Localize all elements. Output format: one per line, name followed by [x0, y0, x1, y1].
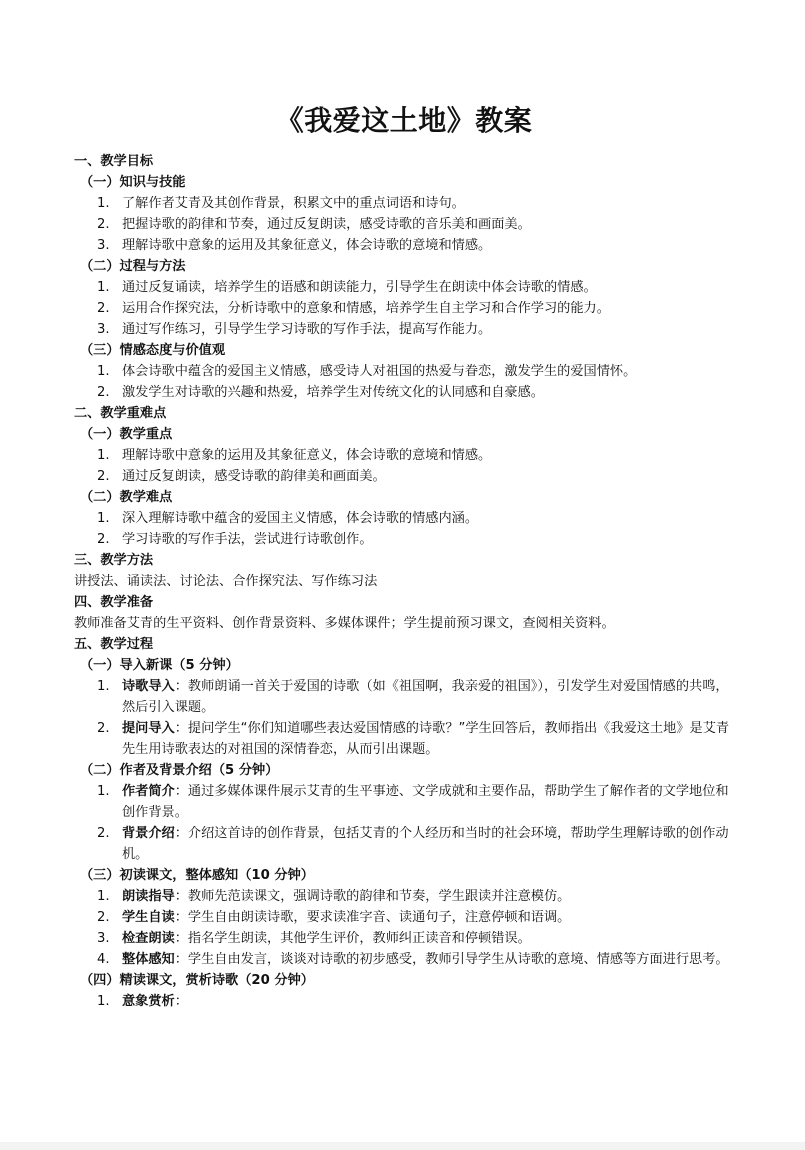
close-reading-list [74, 991, 734, 1012]
subsection-heading-knowledge: （一）知识与技能 [80, 175, 186, 190]
list-item: 2. 把握诗歌的韵律和节奏，通过反复朗读，感受诗歌的音乐美和画面美。 [97, 217, 531, 232]
subsection-heading-background: （二）作者及背景介绍（5 分钟） [80, 763, 279, 778]
list-item: 1. 朗读指导：教师先范读课文，强调诗歌的韵律和节奏，学生跟读并注意模仿。 [97, 889, 571, 904]
list-item: 2. 背景介绍：介绍这首诗的创作背景，包括艾青的个人经历和当时的社会环境，帮助学生理解诗歌的创作动机。 [97, 826, 729, 862]
list-item: 1. 作者简介：通过多媒体课件展示艾青的生平事迹、文学成就和主要作品，帮助学生了解作者的文学地位和创作背景。 [97, 784, 729, 820]
list-item: 2. 学生自读：学生自由朗读诗歌，要求读准字音、读通句子，注意停顿和语调。 [97, 910, 571, 925]
list-item: 3. 理解诗歌中意象的运用及其象征意义，体会诗歌的意境和情感。 [97, 238, 492, 253]
list-item: 2. 运用合作探究法，分析诗歌中的意象和情感，培养学生自主学习和合作学习的能力。 [97, 301, 610, 316]
focus-list [74, 445, 734, 487]
background-list [74, 781, 734, 865]
document-content [74, 101, 734, 1012]
subsection-heading-introduction: （一）导入新课（5 分钟） [80, 658, 239, 673]
list-item: 1. 意象赏析： [97, 994, 188, 1009]
section-heading-objectives: 一、教学目标 [74, 154, 154, 169]
introduction-list [74, 676, 734, 760]
list-item: 2. 提问导入：提问学生“你们知道哪些表达爱国情感的诗歌？”学生回答后，教师指出《我爱这土地》是艾青先生用诗歌表达的对祖国的深情眷恋，从而引出课题。 [97, 721, 730, 757]
subsection-heading-focus: （一）教学重点 [80, 427, 173, 442]
process-list [74, 277, 734, 340]
section-heading-procedure: 五、教学过程 [74, 637, 154, 652]
list-item: 3. 检查朗读：指名学生朗读，其他学生评价，教师纠正读音和停顿错误。 [97, 931, 531, 946]
list-item: 2. 激发学生对诗歌的兴趣和热爱，培养学生对传统文化的认同感和自豪感。 [97, 385, 544, 400]
list-item: 2. 通过反复朗读，感受诗歌的韵律美和画面美。 [97, 469, 386, 484]
list-item: 1. 了解作者艾青及其创作背景，积累文中的重点词语和诗句。 [97, 196, 465, 211]
attitude-list [74, 361, 734, 403]
subsection-heading-first-reading: （三）初读课文，整体感知（10 分钟） [80, 868, 314, 883]
list-item: 1. 理解诗歌中意象的运用及其象征意义，体会诗歌的意境和情感。 [97, 448, 492, 463]
first-reading-list [74, 886, 734, 970]
section-heading-key-points: 二、教学重难点 [74, 406, 167, 421]
list-item: 4. 整体感知：学生自由发言，谈谈对诗歌的初步感受，教师引导学生从诗歌的意境、情感等方面进行思考。 [97, 952, 729, 967]
subsection-heading-attitude: （三）情感态度与价值观 [80, 343, 226, 358]
list-item: 2. 学习诗歌的写作手法，尝试进行诗歌创作。 [97, 532, 373, 547]
knowledge-list [74, 193, 734, 256]
section-heading-preparation: 四、教学准备 [74, 595, 154, 610]
subsection-heading-close-reading: （四）精读课文，赏析诗歌（20 分钟） [80, 973, 314, 988]
section-heading-methods: 三、教学方法 [74, 553, 154, 568]
list-item: 3. 通过写作练习，引导学生学习诗歌的写作手法，提高写作能力。 [97, 322, 492, 337]
subsection-heading-process: （二）过程与方法 [80, 259, 186, 274]
list-item: 1. 深入理解诗歌中蕴含的爱国主义情感，体会诗歌的情感内涵。 [97, 511, 479, 526]
list-item: 1. 通过反复诵读，培养学生的语感和朗读能力，引导学生在朗读中体会诗歌的情感。 [97, 280, 597, 295]
methods-text: 讲授法、诵读法、讨论法、合作探究法、写作练习法 [74, 574, 378, 589]
page-title: 《我爱这土地》教案 [275, 104, 533, 137]
preparation-text: 教师准备艾青的生平资料、创作背景资料、多媒体课件；学生提前预习课文，查阅相关资料。 [74, 616, 615, 631]
difficulty-list [74, 508, 734, 550]
list-item: 1. 诗歌导入：教师朗诵一首关于爱国的诗歌（如《祖国啊，我亲爱的祖国》），引发学生对爱国情感的共鸣，然后引入课题。 [97, 679, 729, 715]
list-item: 1. 体会诗歌中蕴含的爱国主义情感，感受诗人对祖国的热爱与眷恋，激发学生的爱国情怀。 [97, 364, 637, 379]
subsection-heading-difficulty: （二）教学难点 [80, 490, 173, 505]
